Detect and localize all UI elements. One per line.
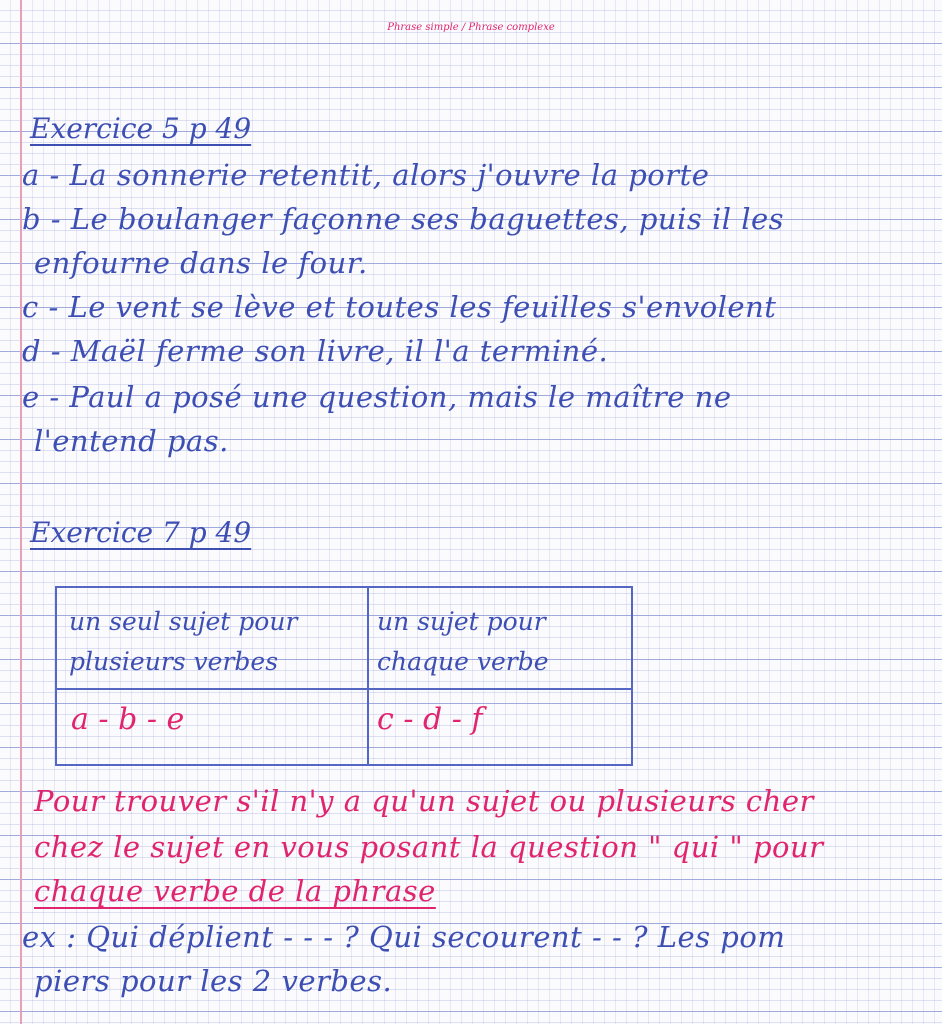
exercise-5-line-c: c - Le vent se lève et toutes les feuilles s'envolent bbox=[22, 290, 777, 324]
answer-table bbox=[55, 586, 633, 766]
table-value-col1: a - b - e bbox=[71, 702, 185, 737]
rule-line-2: chez le sujet en vous posant la question " qui " pour bbox=[34, 830, 824, 864]
table-header-col2-line2: chaque verbe bbox=[377, 647, 549, 676]
exercise-5-line-b-cont: enfourne dans le four. bbox=[34, 246, 368, 280]
example-line-2: piers pour les 2 verbes. bbox=[34, 964, 393, 998]
table-header-col2-line1: un sujet pour bbox=[377, 607, 546, 636]
exercise-7-heading: Exercice 7 p 49 bbox=[30, 516, 252, 549]
table-column-divider bbox=[367, 588, 369, 764]
table-header-col1-line1: un seul sujet pour bbox=[69, 607, 298, 636]
table-value-col2: c - d - f bbox=[377, 702, 483, 737]
exercise-5-line-a: a - La sonnerie retentit, alors j'ouvre la porte bbox=[22, 158, 710, 192]
table-row-divider bbox=[57, 688, 631, 690]
exercise-5-line-e: e - Paul a posé une question, mais le maître ne bbox=[22, 380, 732, 414]
exercise-5-line-b: b - Le boulanger façonne ses baguettes, puis il les bbox=[22, 202, 785, 236]
exercise-5-heading: Exercice 5 p 49 bbox=[30, 112, 252, 145]
page-title: Phrase simple / Phrase complexe bbox=[387, 22, 555, 33]
rule-line-3: chaque verbe de la phrase bbox=[34, 874, 436, 908]
example-line-1: ex : Qui déplient - - - ? Qui secourent - - ? Les pom bbox=[22, 920, 786, 954]
rule-line-1: Pour trouver s'il n'y a qu'un sujet ou plusieurs cher bbox=[34, 784, 814, 818]
exercise-5-line-e-cont: l'entend pas. bbox=[34, 424, 229, 458]
table-header-col1-line2: plusieurs verbes bbox=[69, 647, 279, 676]
exercise-5-line-d: d - Maël ferme son livre, il l'a terminé. bbox=[22, 334, 609, 368]
